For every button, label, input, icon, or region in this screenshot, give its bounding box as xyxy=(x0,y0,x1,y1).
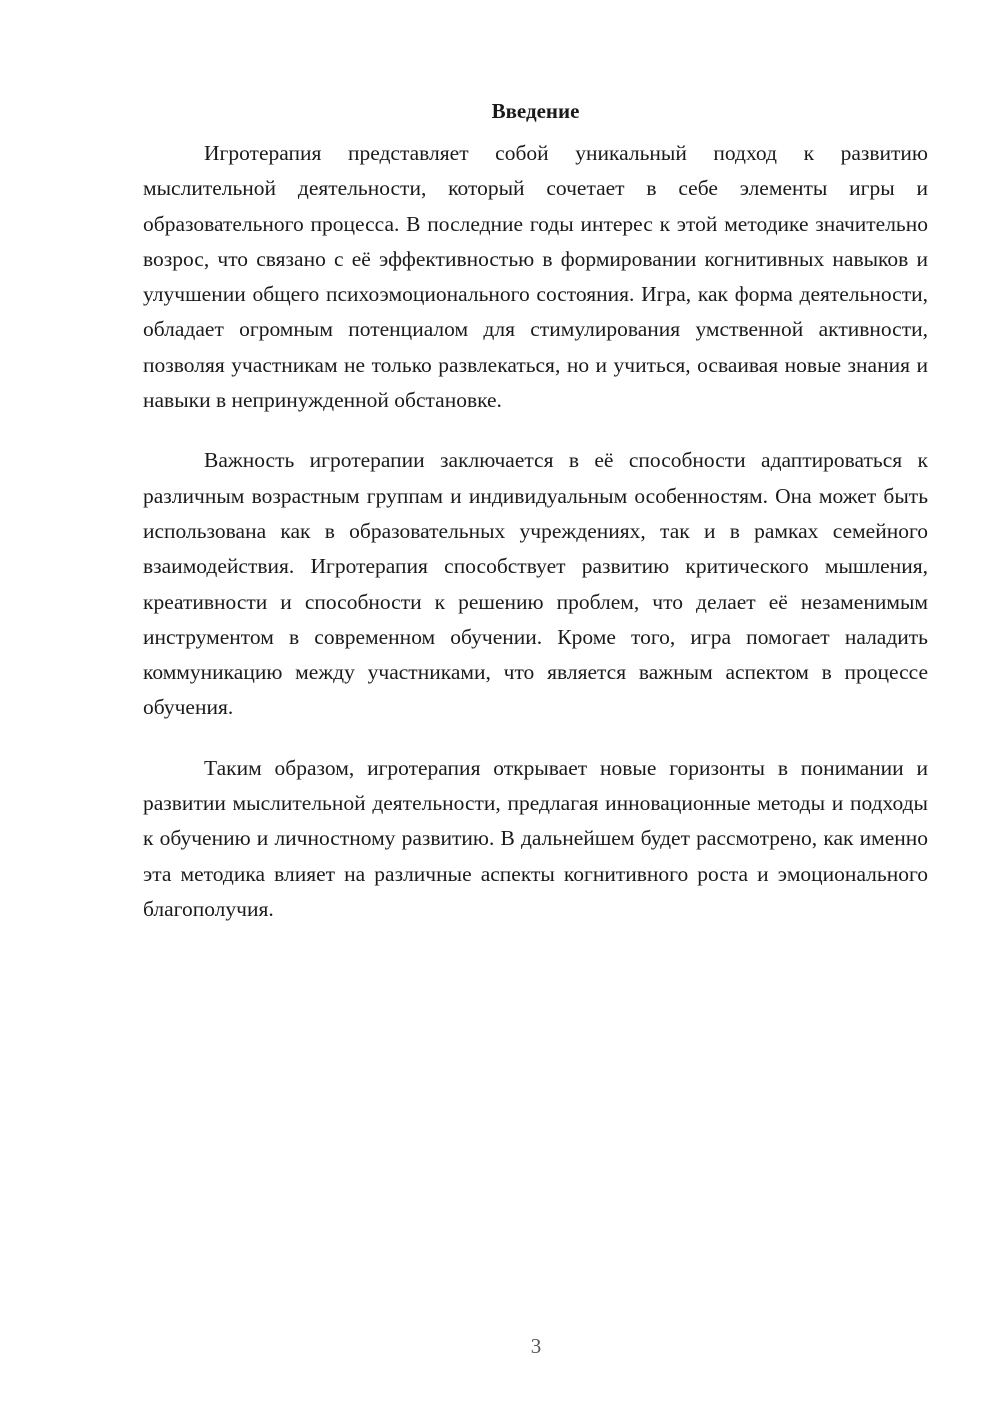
page-content xyxy=(143,96,928,952)
paragraph-importance: Важность игротерапии заключается в её способности адаптироваться к различным возрастным группам и индивидуальным особенностям. Она может быть использована как в образовательных учреждениях, так и в рамках семейного взаимодействия. Игротерапия способствует развитию критического мышления, креативности и способности к решению проблем, что делает её незаменимым инструментом в современном обучении. Кроме того, игра помогает наладить коммуникацию между участниками, что является важным аспектом в процессе обучения. xyxy=(143,448,928,720)
section-title: Введение xyxy=(491,99,580,123)
paragraph-intro: Игротерапия представляет собой уникальный подход к развитию мыслительной деятельности, который сочетает в себе элементы игры и образовательного процесса. В последние годы интерес к этой методике значительно возрос, что связано с её эффективностью в формировании когнитивных навыков и улучшении общего психоэмоционального состояния. Игра, как форма деятельности, обладает огромным потенциалом для стимулирования умственной активности, позволяя участникам не только развлекаться, но и учиться, осваивая новые знания и навыки в непринужденной обстановке. xyxy=(143,141,928,413)
page-number: 3 xyxy=(530,1334,542,1358)
paragraph-conclusion: Таким образом, игротерапия открывает новые горизонты в понимании и развитии мыслительной деятельности, предлагая инновационные методы и подходы к обучению и личностному развитию. В дальнейшем будет рассмотрено, как именно эта методика влияет на различные аспекты когнитивного роста и эмоционального благополучия. xyxy=(143,755,928,921)
